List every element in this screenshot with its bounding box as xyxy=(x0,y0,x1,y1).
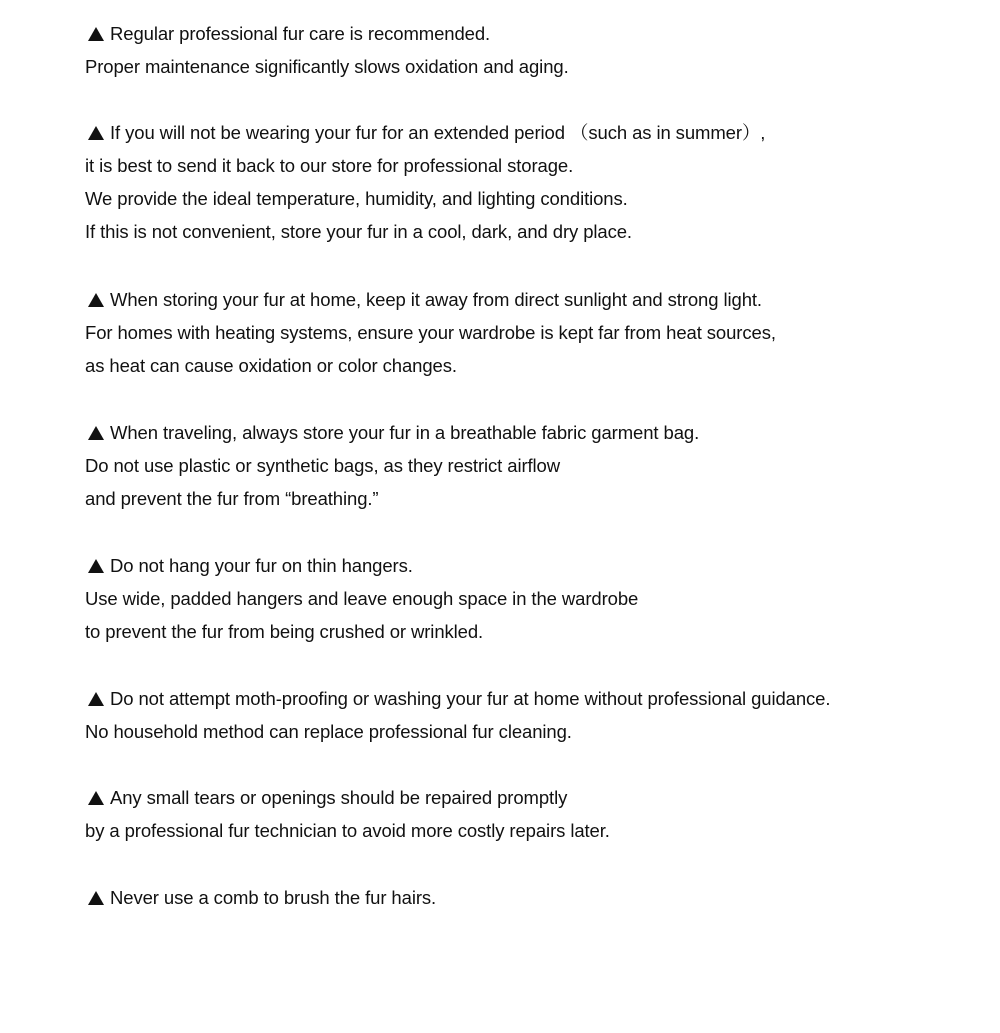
triangle-bullet-icon xyxy=(88,791,104,805)
triangle-bullet-icon xyxy=(88,559,104,573)
tip-text: Never use a comb to brush the fur hairs. xyxy=(110,887,437,908)
tip-text: it is best to send it back to our store for professional storage. xyxy=(85,155,574,176)
tip-heading-line xyxy=(85,549,985,582)
care-tip-professional-care xyxy=(85,17,985,83)
tip-heading-line xyxy=(85,682,985,715)
triangle-bullet-icon xyxy=(88,293,104,307)
tip-text: to prevent the fur from being crushed or wrinkled. xyxy=(85,621,484,642)
tip-text: When storing your fur at home, keep it away from direct sunlight and strong light. xyxy=(110,289,762,310)
tip-heading-line xyxy=(85,116,985,149)
tip-text: If you will not be wearing your fur for an extended period （such as in summer）, xyxy=(110,122,766,143)
tip-heading-line xyxy=(85,17,985,50)
tip-text: When traveling, always store your fur in a breathable fabric garment bag. xyxy=(110,422,700,443)
tip-text: Do not attempt moth-proofing or washing your fur at home without professional guidance. xyxy=(110,688,831,709)
tip-text: by a professional fur technician to avoid more costly repairs later. xyxy=(85,820,610,841)
tip-text: Any small tears or openings should be repaired promptly xyxy=(110,787,568,808)
tip-heading-line xyxy=(85,283,985,316)
care-tip-storage xyxy=(85,116,985,248)
tip-heading-line xyxy=(85,416,985,449)
tip-text: If this is not convenient, store your fur in a cool, dark, and dry place. xyxy=(85,221,632,242)
care-tip-traveling xyxy=(85,416,985,515)
tip-text: Do not hang your fur on thin hangers. xyxy=(110,555,413,576)
tip-text: We provide the ideal temperature, humidity, and lighting conditions. xyxy=(85,188,628,209)
triangle-bullet-icon xyxy=(88,27,104,41)
tip-text: Do not use plastic or synthetic bags, as they restrict airflow xyxy=(85,455,561,476)
care-tip-combing xyxy=(85,881,985,914)
triangle-bullet-icon xyxy=(88,891,104,905)
care-tip-home-storage xyxy=(85,283,985,382)
triangle-bullet-icon xyxy=(88,692,104,706)
tip-text: Regular professional fur care is recommended. xyxy=(110,23,491,44)
care-tip-repairs xyxy=(85,781,985,847)
triangle-bullet-icon xyxy=(88,426,104,440)
triangle-bullet-icon xyxy=(88,126,104,140)
tip-text: as heat can cause oxidation or color changes. xyxy=(85,355,457,376)
tip-text: Use wide, padded hangers and leave enough space in the wardrobe xyxy=(85,588,639,609)
tip-text: and prevent the fur from “breathing.” xyxy=(85,488,379,509)
tip-text: No household method can replace professional fur cleaning. xyxy=(85,721,572,742)
care-tip-hangers xyxy=(85,549,985,648)
care-tip-cleaning xyxy=(85,682,985,748)
tip-heading-line xyxy=(85,781,985,814)
tip-text: Proper maintenance significantly slows oxidation and aging. xyxy=(85,56,569,77)
tip-text: For homes with heating systems, ensure your wardrobe is kept far from heat sources, xyxy=(85,322,776,343)
tip-heading-line xyxy=(85,881,985,914)
